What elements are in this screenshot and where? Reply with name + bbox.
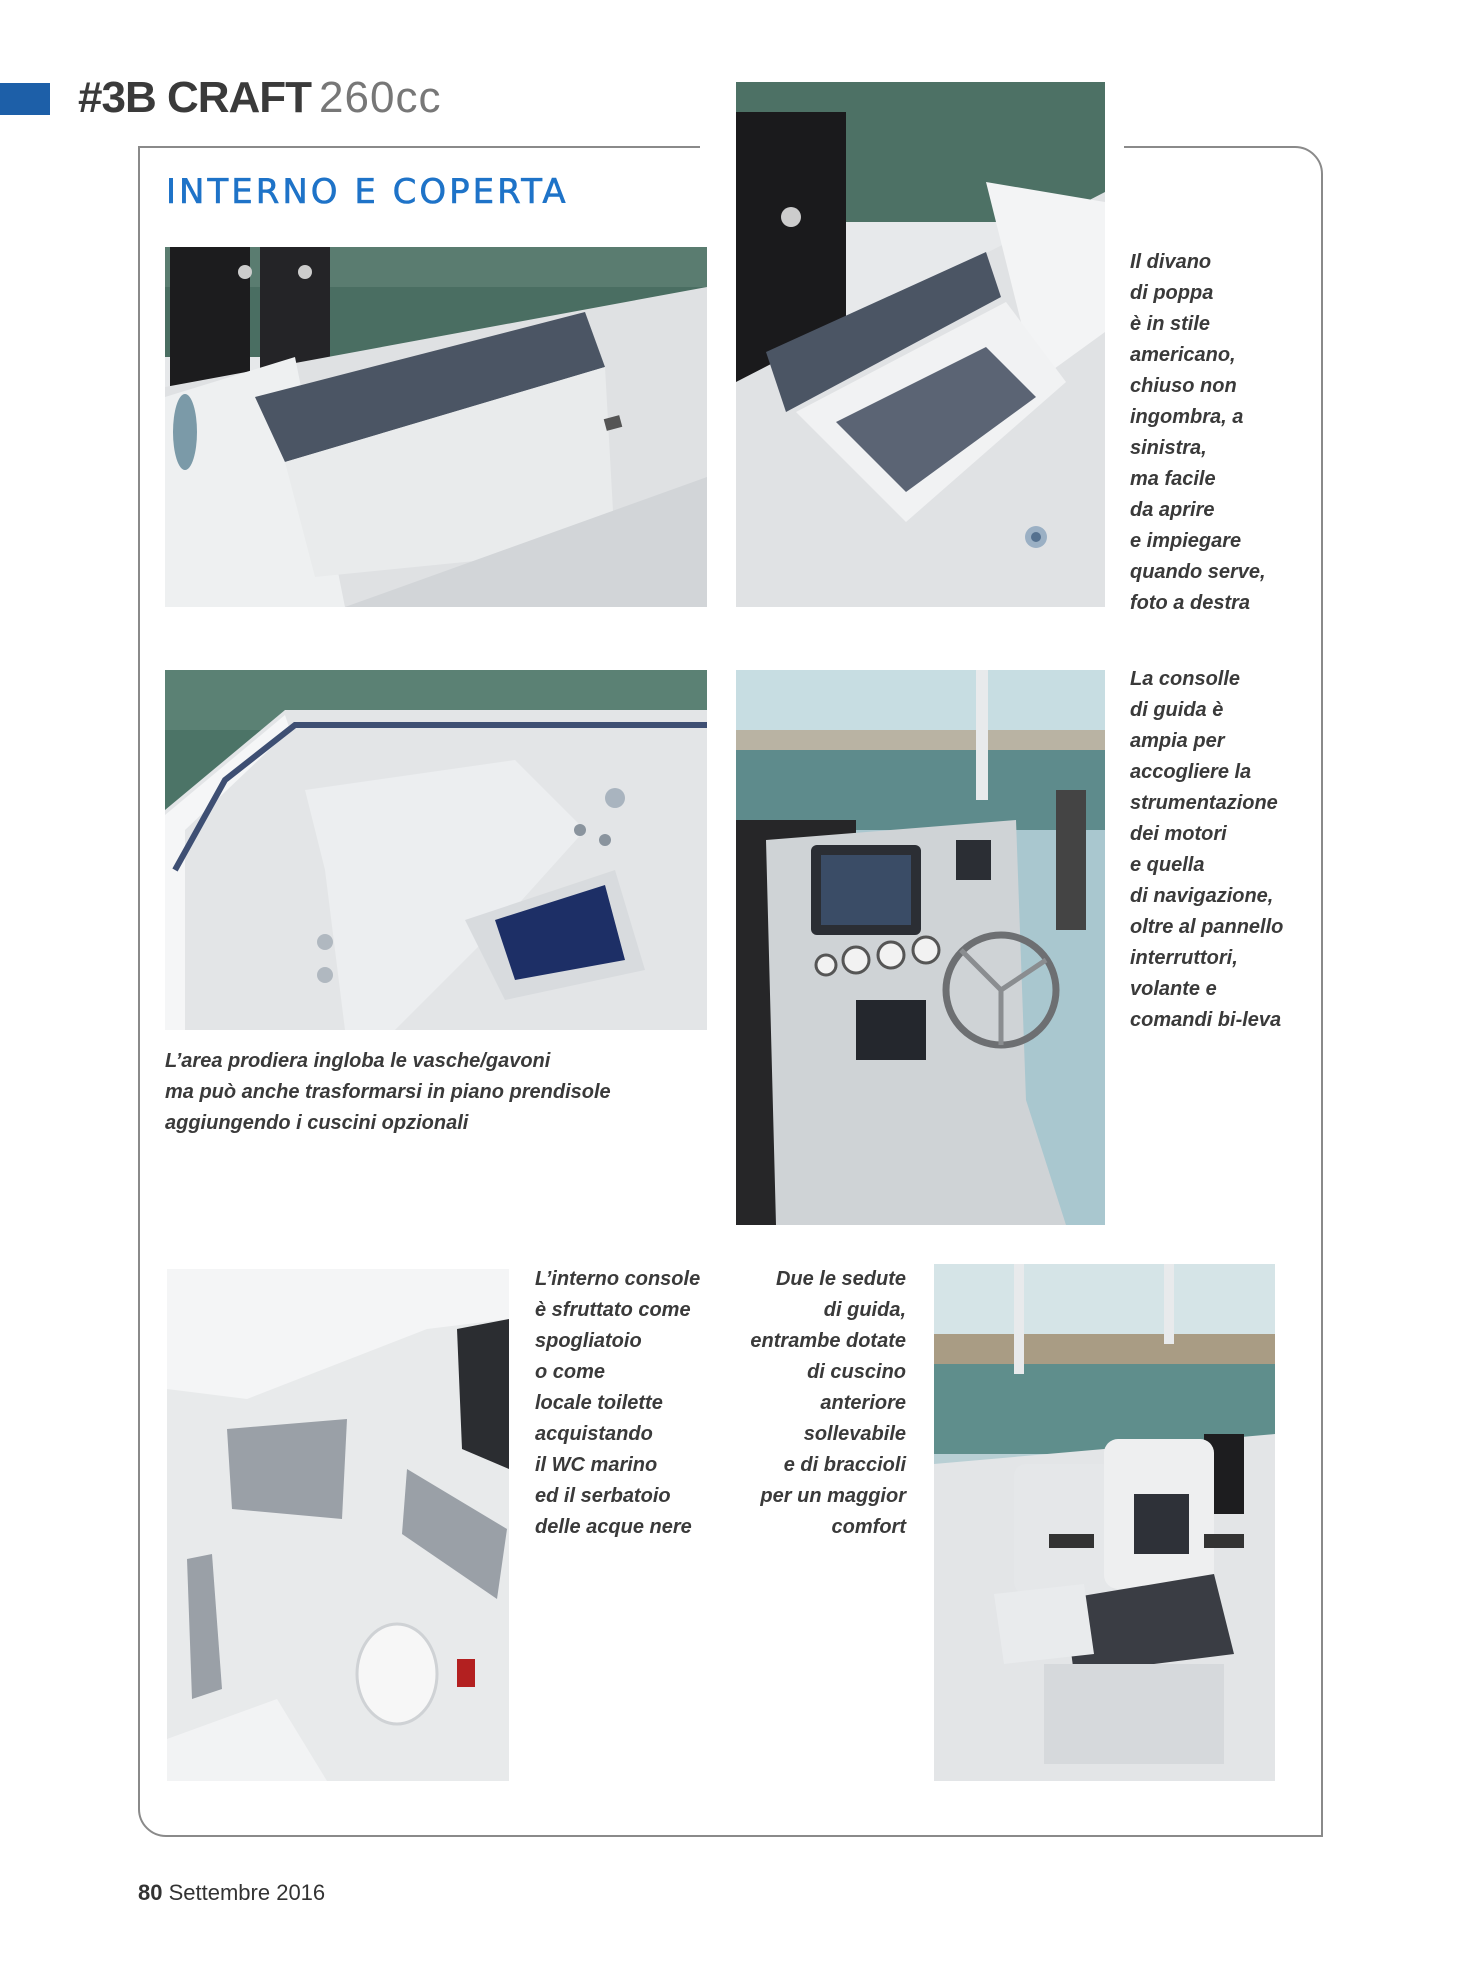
photo-stern-sofa-open xyxy=(736,82,1105,607)
caption-line: anteriore xyxy=(820,1392,906,1414)
caption-line: di cuscino xyxy=(807,1361,906,1383)
caption-line: comandi bi-leva xyxy=(1130,1009,1282,1031)
caption-line: di navigazione, xyxy=(1130,885,1274,907)
caption-line: acquistando xyxy=(535,1423,653,1445)
photo-stern-sofa-closed xyxy=(165,247,707,607)
caption-line: oltre al pannello xyxy=(1130,916,1284,938)
caption-line: Il divano xyxy=(1130,251,1212,273)
caption-line: ma facile xyxy=(1130,468,1216,490)
caption-line: accogliere la xyxy=(1130,761,1252,783)
caption-line: spogliatoio xyxy=(535,1330,642,1352)
caption-line: ingombra, a xyxy=(1130,406,1244,428)
caption-line: volante e xyxy=(1130,978,1217,1000)
caption-line: di poppa xyxy=(1130,282,1214,304)
caption-stern-sofa xyxy=(1130,247,1266,619)
header-accent-bar xyxy=(0,83,50,115)
photo-console-interior xyxy=(167,1269,509,1781)
caption-seats xyxy=(724,1264,906,1543)
caption-line: aggiungendo i cuscini opzionali xyxy=(165,1112,469,1134)
caption-line: Due le sedute xyxy=(775,1268,906,1290)
caption-line: delle acque nere xyxy=(535,1516,692,1538)
caption-bow xyxy=(165,1046,611,1139)
caption-line: di guida è xyxy=(1130,699,1224,721)
model-name: 260cc xyxy=(319,73,442,122)
caption-line: il WC marino xyxy=(535,1454,658,1476)
caption-line: ed il serbatoio xyxy=(535,1485,671,1507)
photo-helm-console xyxy=(736,670,1105,1225)
brand-name: #3B CRAFT xyxy=(78,73,312,122)
photo-bow-area xyxy=(165,670,707,1030)
caption-line: sollevabile xyxy=(803,1423,906,1445)
issue-date: Settembre 2016 xyxy=(168,1880,326,1905)
caption-line: chiuso non xyxy=(1130,375,1237,397)
caption-line: L’area prodiera ingloba le vasche/gavoni xyxy=(165,1050,551,1072)
page-number: 80 xyxy=(138,1880,163,1905)
caption-line: dei motori xyxy=(1130,823,1227,845)
caption-line: o come xyxy=(535,1361,606,1383)
caption-line: di guida, xyxy=(823,1299,906,1321)
section-title: INTERNO E COPERTA xyxy=(166,172,569,212)
caption-line: e quella xyxy=(1130,854,1205,876)
caption-line: è in stile xyxy=(1130,313,1211,335)
caption-line: e di braccioli xyxy=(783,1454,906,1476)
page-footer xyxy=(138,1880,325,1906)
caption-line: ampia per xyxy=(1130,730,1225,752)
caption-line: comfort xyxy=(831,1516,906,1538)
caption-line: L’interno console xyxy=(535,1268,701,1290)
caption-line: interruttori, xyxy=(1130,947,1238,969)
caption-line: entrambe dotate xyxy=(750,1330,906,1352)
caption-console xyxy=(1130,664,1283,1036)
caption-line: locale toilette xyxy=(535,1392,663,1414)
caption-line: quando serve, xyxy=(1130,561,1266,583)
caption-interior-console xyxy=(535,1264,700,1543)
caption-line: foto a destra xyxy=(1130,592,1251,614)
caption-line: La consolle xyxy=(1130,668,1241,690)
photo-helm-seats xyxy=(934,1264,1275,1781)
caption-line: è sfruttato come xyxy=(535,1299,691,1321)
caption-line: per un maggior xyxy=(760,1485,906,1507)
caption-line: sinistra, xyxy=(1130,437,1207,459)
article-header xyxy=(78,73,442,122)
caption-line: americano, xyxy=(1130,344,1236,366)
caption-line: ma può anche trasformarsi in piano prendisole xyxy=(165,1081,611,1103)
caption-line: e impiegare xyxy=(1130,530,1242,552)
caption-line: da aprire xyxy=(1130,499,1215,521)
caption-line: strumentazione xyxy=(1130,792,1278,814)
